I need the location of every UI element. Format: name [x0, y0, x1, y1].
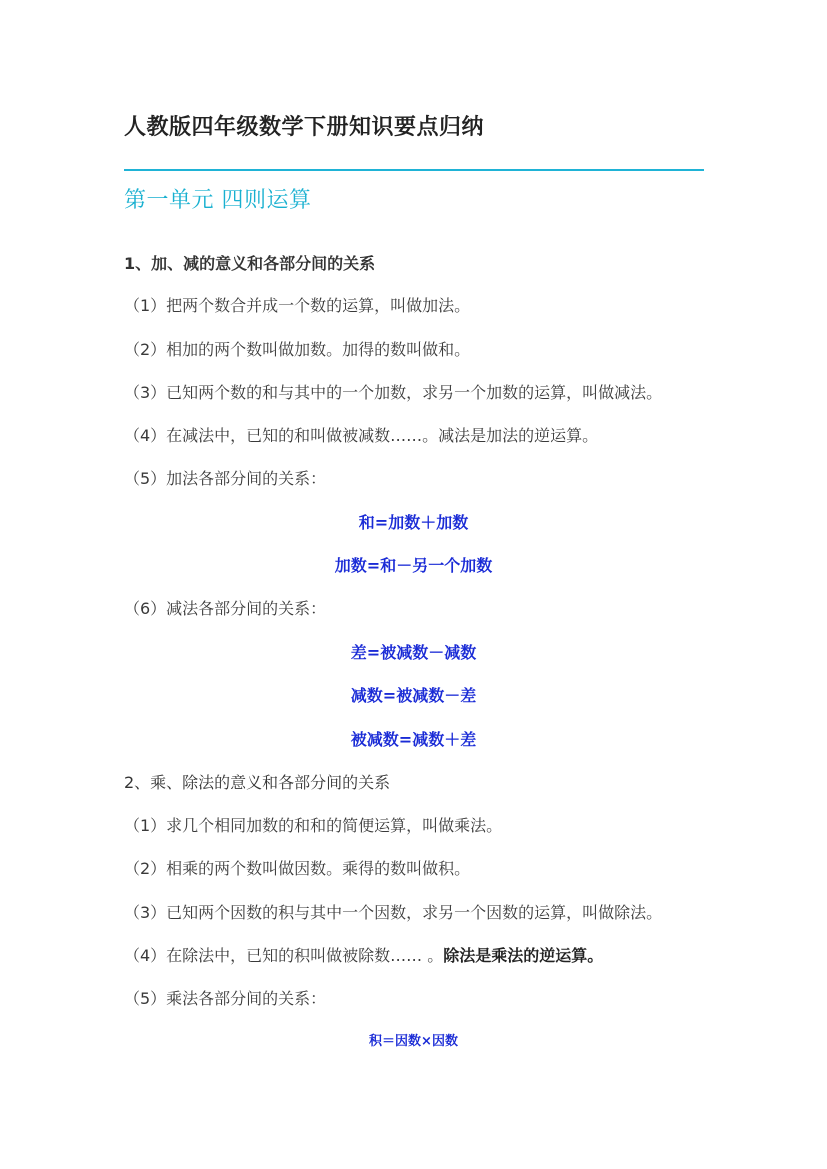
- section-2-item-3: （3）已知两个因数的积与其中一个因数，求另一个因数的运算，叫做除法。: [124, 903, 663, 922]
- addition-formula-sum: 和=加数＋加数: [358, 513, 469, 532]
- section-1-item-6: （6）减法各部分间的关系：: [124, 599, 327, 618]
- section-2-item-4: [124, 945, 603, 967]
- section-2-item-5: （5）乘法各部分间的关系：: [124, 989, 327, 1008]
- section-2-item-1: （1）求几个相同加数的和和的简便运算，叫做乘法。: [124, 816, 503, 835]
- section-1-item-1: （1）把两个数合并成一个数的运算，叫做加法。: [124, 296, 471, 315]
- section-1-item-3: （3）已知两个数的和与其中的一个加数，求另一个加数的运算，叫做减法。: [124, 383, 663, 402]
- subtraction-formula-difference: 差=被减数－减数: [350, 643, 477, 662]
- multiplication-formula-product: 积＝因数×因数: [369, 1034, 458, 1049]
- section-2-item-2: （2）相乘的两个数叫做因数。乘得的数叫做积。: [124, 859, 471, 878]
- subtraction-formula-minuend: 被减数=减数＋差: [350, 730, 477, 749]
- section-1-item-5: （5）加法各部分间的关系：: [124, 469, 327, 488]
- addition-formula-addend: 加数=和－另一个加数: [334, 556, 493, 575]
- unit-heading: 第一单元 四则运算: [124, 188, 312, 213]
- subtraction-formula-subtrahend: 减数=被减数－差: [350, 686, 477, 705]
- section-2-heading: 2、乘、除法的意义和各部分间的关系: [124, 773, 391, 792]
- section-1-heading: 1、加、减的意义和各部分间的关系: [124, 254, 376, 273]
- document-title: 人教版四年级数学下册知识要点归纳: [124, 115, 485, 140]
- section-2-item-4-text: （4）在除法中，已知的积叫做被除数…… 。: [124, 946, 444, 965]
- title-divider: [124, 169, 704, 171]
- section-1-item-4: （4）在减法中，已知的和叫做被减数……。减法是加法的逆运算。: [124, 426, 599, 445]
- section-2-item-4-emphasis: 除法是乘法的逆运算。: [443, 946, 604, 965]
- section-1-item-2: （2）相加的两个数叫做加数。加得的数叫做和。: [124, 340, 471, 359]
